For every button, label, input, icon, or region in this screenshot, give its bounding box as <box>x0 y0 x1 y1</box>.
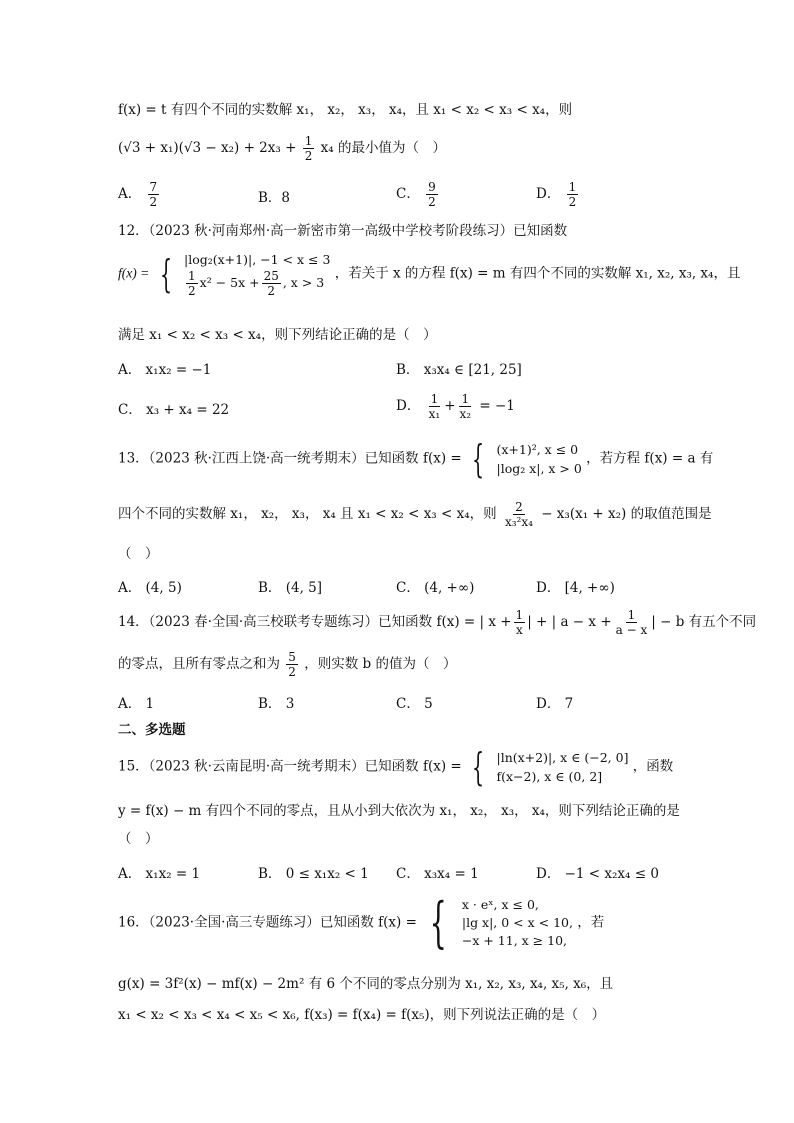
q14-option-b[interactable]: B． 3 <box>258 696 295 712</box>
q13-line-2: 四个不同的实数解 x₁， x₂， x₃， x₄ 且 x₁ < x₂ < x₃ < x₄，则 $\frac{2}{\text{x₃²x₄}}$ − x₃(x₁ + x₂) 的取值范围是 <box>118 500 712 529</box>
q13-option-c[interactable]: C． (4, +∞) <box>396 580 475 596</box>
q15-option-d[interactable]: D． −1 < x₂x₄ ≤ 0 <box>536 866 659 882</box>
q12-option-d[interactable]: D． $\frac{1}{\text{x₁}}$ + $\frac{1}{\text{x₂}}$ = −1 <box>396 392 515 421</box>
q15-option-b[interactable]: B． 0 ≤ x₁x₂ < 1 <box>258 866 369 882</box>
intro-line-1: f(x) = t 有四个不同的实数解 x₁， x₂， x₃， x₄，且 x₁ < x₂ < x₃ < x₄，则 <box>118 102 573 118</box>
q16-cases: x · eˣ, x ≤ 0, |lg x|, 0 < x < 10, −x + 11, x ≥ 10, <box>461 897 573 948</box>
q12-function: f(x) = { |log₂(x+1)|, −1 < x ≤ 3 $\frac{1}{2}$ x² − 5x + $\frac{25}{2}$ , x > 3 ，若关于 x 的方程 f(x) = m 有四个不同的实数解 x₁, x₂, x₃, x₄，且 <box>118 252 741 298</box>
q12-header: 12．（2023 秋·河南郑州·高一新密市第一高级中学校考阶段练习）已知函数 <box>118 223 568 239</box>
q13-line-3: （ ） <box>118 546 159 562</box>
q16-line-2: g(x) = 3f²(x) − mf(x) − 2m² 有 6 个不同的零点分别为 x₁, x₂, x₃, x₄, x₅, x₆，且 <box>118 976 614 992</box>
intro-option-c[interactable]: C． $\frac{9}{2}$ <box>396 180 436 209</box>
q15-header: 15．（2023 秋·云南昆明·高一统考期末）已知函数 f(x) = { |ln(x+2)|, x ∈ (−2, 0] f(x−2), x ∈ (0, 2] ，函数 <box>118 745 674 789</box>
intro-option-d[interactable]: D． $\frac{1}{2}$ <box>536 180 577 209</box>
q14-option-a[interactable]: A． 1 <box>118 696 155 712</box>
q13-option-d[interactable]: D． [4, +∞) <box>536 580 615 596</box>
intro-option-b[interactable]: B．8 <box>258 190 291 206</box>
q14-option-d[interactable]: D． 7 <box>536 696 574 712</box>
q15-option-a[interactable]: A． x₁x₂ = 1 <box>118 866 201 882</box>
q12-option-c[interactable]: C． x₃ + x₄ = 22 <box>118 402 230 418</box>
q15-cases: |ln(x+2)|, x ∈ (−2, 0] f(x−2), x ∈ (0, 2] <box>496 750 629 784</box>
q15-option-c[interactable]: C． x₃x₄ = 1 <box>396 866 479 882</box>
q12-option-b[interactable]: B． x₃x₄ ∈ [21, 25] <box>396 362 522 378</box>
q13-option-a[interactable]: A． (4, 5) <box>118 580 182 596</box>
q15-line-2: y = f(x) − m 有四个不同的零点，且从小到大依次为 x₁， x₂， x₃， x₄，则下列结论正确的是 <box>118 803 680 819</box>
intro-line-2 <box>118 134 446 163</box>
q14-header: 14．（2023 春·全国·高三校联考专题练习）已知函数 f(x) = | x + $\frac{1}{x}$ | + | a − x + $\frac{1}{a - x}$ | − b 有五个不同 <box>118 608 757 637</box>
q14-line-2: 的零点，且所有零点之和为 $\frac{5}{2}$ ，则实数 b 的值为（ ） <box>118 650 457 679</box>
intro-fraction: $\frac{1}{2}$ <box>304 134 313 163</box>
q14-option-c[interactable]: C． 5 <box>396 696 433 712</box>
q12-option-a[interactable]: A． x₁x₂ = −1 <box>118 362 212 378</box>
q16-line-3: x₁ < x₂ < x₃ < x₄ < x₅ < x₆, f(x₃) = f(x₄) = f(x₅)，则下列说法正确的是（ ） <box>118 1007 606 1023</box>
q16-header: 16．（2023·全国·高三专题练习）已知函数 f(x) = { x · eˣ, x ≤ 0, |lg x|, 0 < x < 10, −x + 11, x ≥ 10, ，若 <box>118 891 605 954</box>
intro-line-2-b: x₄ 的最小值为（ ） <box>320 140 446 156</box>
q13-cases: (x+1)², x ≤ 0 |log₂ x|, x > 0 <box>496 442 582 476</box>
intro-option-a[interactable]: A． $\frac{7}{2}$ <box>118 180 158 209</box>
q13-option-b[interactable]: B． (4, 5] <box>258 580 323 596</box>
q13-header-row: 13．（2023 秋·江西上饶·高一统考期末）已知函数 f(x) = { (x+1)², x ≤ 0 |log₂ x|, x > 0 ，若方程 f(x) = a 有 <box>118 437 714 481</box>
q12-after: ，若关于 x 的方程 f(x) = m 有四个不同的实数解 x₁, x₂, x₃, x₄，且 <box>334 265 741 282</box>
q15-line-3: （ ） <box>118 831 159 847</box>
q12-line-3: 满足 x₁ < x₂ < x₃ < x₄，则下列结论正确的是（ ） <box>118 327 437 343</box>
q12-cases: |log₂(x+1)|, −1 < x ≤ 3 $\frac{1}{2}$ x² − 5x + $\frac{25}{2}$ , x > 3 <box>184 252 331 298</box>
section-multiple-choice-heading: 二、多选题 <box>118 722 186 738</box>
intro-line-2-a: (√3 + x₁)(√3 − x₂) + 2x₃ + <box>118 140 297 156</box>
